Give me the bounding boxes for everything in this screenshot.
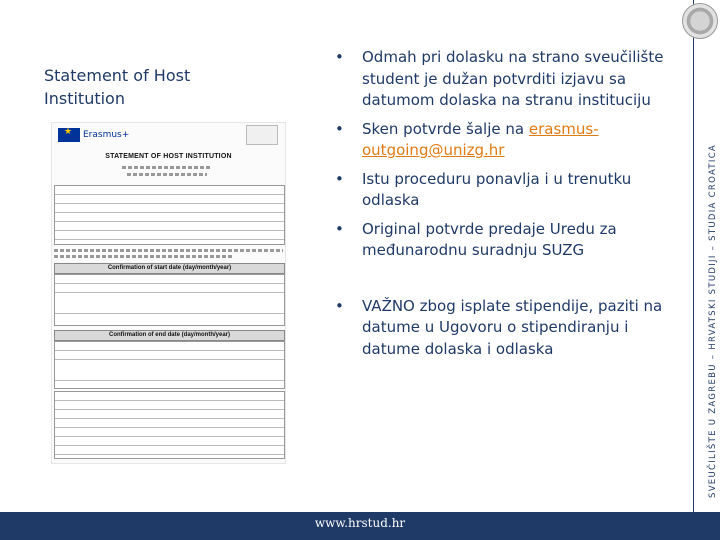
university-vertical-label: SVEUČILIŠTE U ZAGREBU – HRVATSKI STUDIJI – STUDIA CROATICA	[708, 143, 718, 498]
university-crest-icon	[682, 3, 718, 39]
form-document-image	[51, 122, 286, 464]
form-student-table	[54, 185, 285, 245]
form-end-date-band: Confirmation of end date (day/month/year)	[54, 330, 285, 341]
bullet-text: Original potvrde predaje Uredu za međunarodnu suradnju SUZG	[362, 219, 617, 259]
form-header	[56, 125, 282, 145]
bullet-item	[330, 47, 670, 112]
footer-url: www.hrstud.hr	[314, 516, 406, 530]
bullet-list	[330, 47, 670, 367]
bullet-text: Sken potvrde šalje na	[362, 119, 529, 138]
bullet-text: Istu proceduru ponavlja i u trenutku odlaska	[362, 169, 632, 209]
form-start-date-band: Confirmation of start date (day/month/year)	[54, 263, 285, 274]
erasmus-logo: Erasmus+	[83, 130, 130, 140]
bullet-item	[330, 296, 670, 361]
form-start-date-table	[54, 274, 285, 326]
partner-logo-icon	[246, 125, 278, 145]
form-institution-table	[54, 391, 285, 459]
form-end-date-table	[54, 341, 285, 389]
bullet-item	[330, 219, 670, 262]
bullet-item	[330, 169, 670, 212]
bullet-text: Odmah pri dolasku na strano sveučilište student je dužan potvrditi izjavu sa datumom dolaska na stranu instituciju	[362, 48, 664, 109]
form-heading: STATEMENT OF HOST INSTITUTION	[105, 153, 232, 160]
bullet-item	[330, 119, 670, 162]
email-link[interactable]: erasmus-outgoing@unizg.hr	[362, 119, 599, 159]
slide-title: Statement of Host Institution	[44, 66, 191, 108]
bullet-text: VAŽNO zbog isplate stipendije, paziti na datume u Ugovoru o stipendiranju i datume dolaska i odlaska	[362, 296, 663, 358]
eu-flag-icon	[58, 128, 80, 142]
form-subheading-lines	[52, 164, 285, 170]
